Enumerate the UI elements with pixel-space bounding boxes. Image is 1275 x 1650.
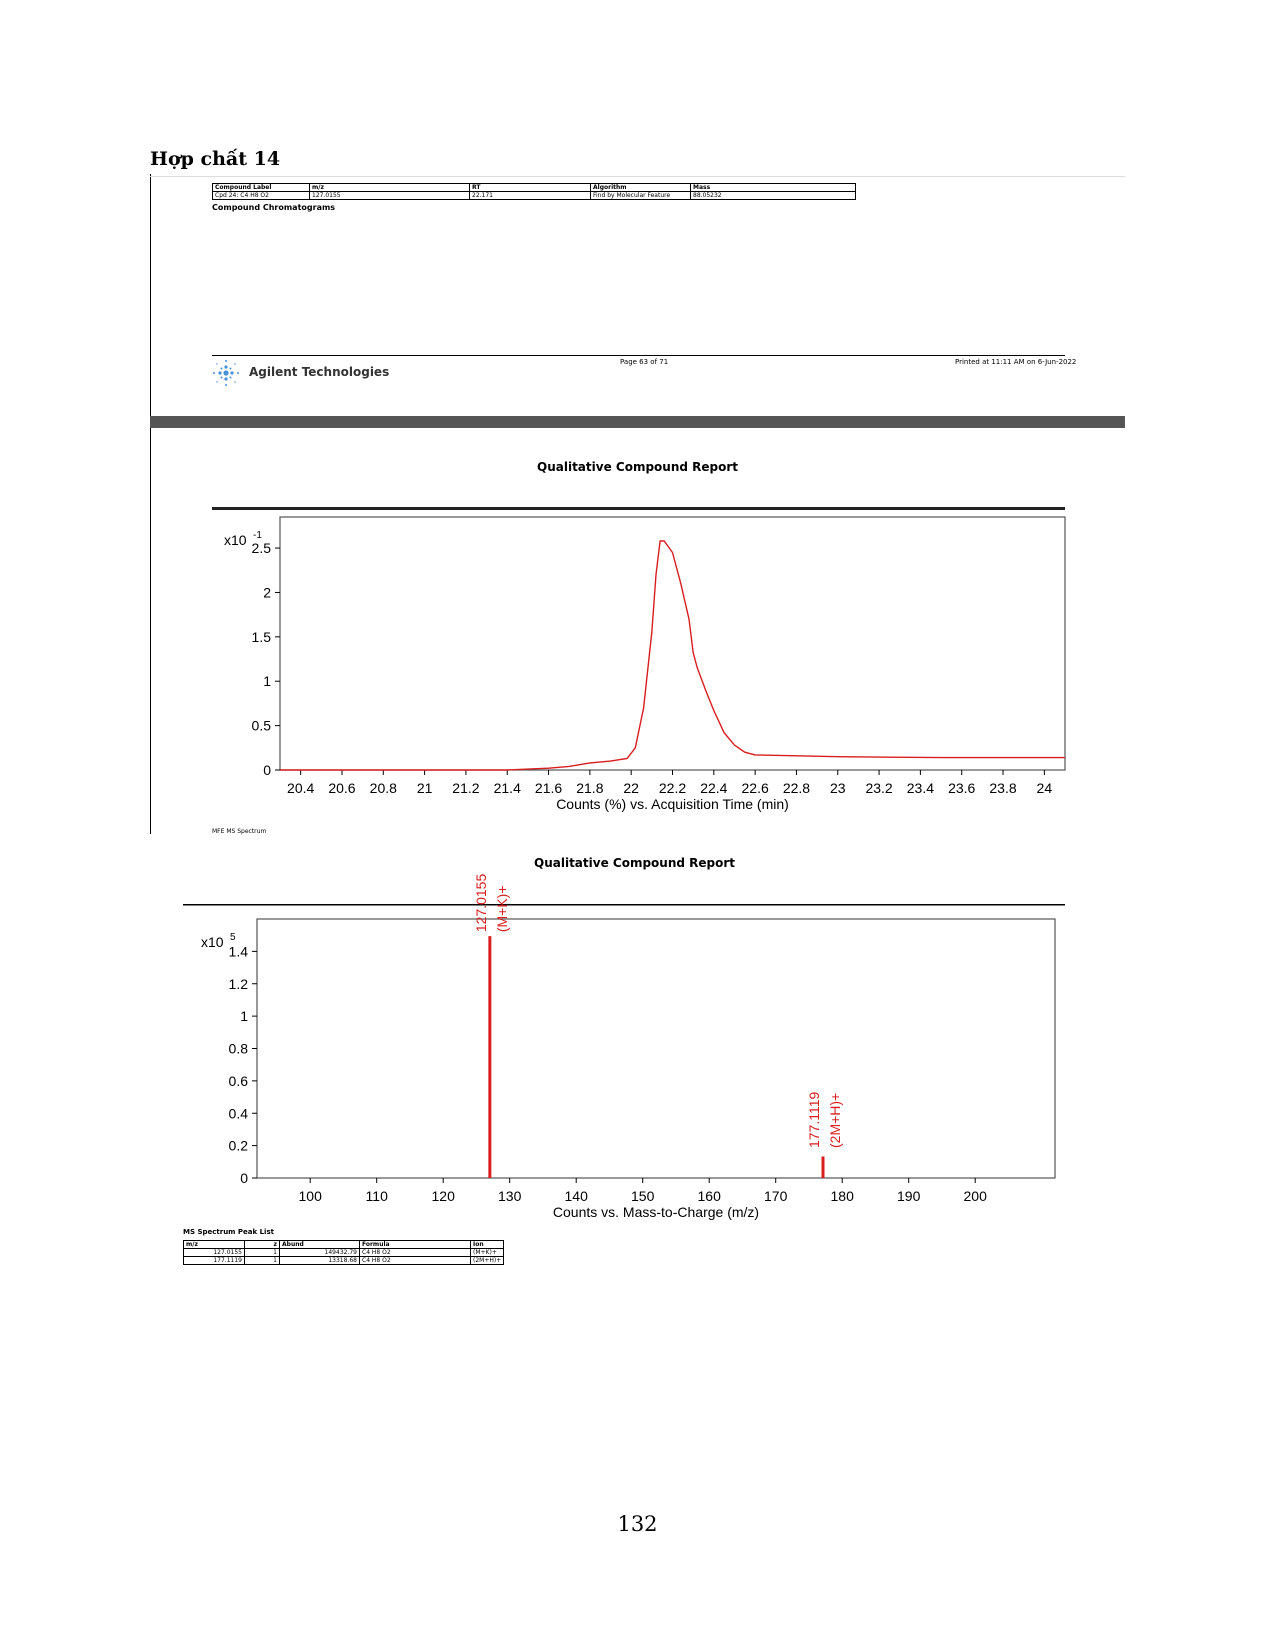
peak-header: Ion xyxy=(471,1241,504,1249)
chromatogram-x-tick-label: 22.2 xyxy=(658,780,687,796)
spectrum-y-tick-label: 0.4 xyxy=(228,1105,248,1122)
spectrum-y-tick-label: 0.6 xyxy=(228,1072,248,1089)
meta-cell: 22.171 xyxy=(470,192,591,200)
spectrum-section-label: MFE MS Spectrum xyxy=(212,828,267,835)
report-title-spectrum: Qualitative Compound Report xyxy=(534,856,735,870)
chromatogram-y-tick-label: 2.5 xyxy=(251,540,271,557)
chromatogram-x-tick-label: 20.6 xyxy=(328,780,356,796)
meta-cell: Find by Molecular Feature xyxy=(591,192,691,200)
peak-cell: C4 H8 O2 xyxy=(360,1257,471,1265)
meta-header: m/z xyxy=(310,184,470,192)
chromatogram-x-tick-label: 21.8 xyxy=(576,780,604,796)
spectrum-peak-ion-label: (M+K)+ xyxy=(493,885,510,933)
peak-header: Abund xyxy=(280,1241,360,1249)
spectrum-top-rule xyxy=(183,904,1065,906)
table-row xyxy=(184,1257,504,1265)
peak-list-title: MS Spectrum Peak List xyxy=(183,1228,274,1236)
printed-info: Printed at 11:11 AM on 6-Jun-2022 xyxy=(955,358,1077,366)
spectrum-x-tick-label: 170 xyxy=(764,1188,788,1204)
chromatogram-x-tick-label: 24 xyxy=(1036,780,1053,796)
chromatogram-x-tick-label: 23 xyxy=(829,780,846,796)
peak-cell: (M+K)+ xyxy=(471,1249,504,1257)
chromatogram-x-tick-label: 23.4 xyxy=(906,780,935,796)
chromatogram-x-tick-label: 23.2 xyxy=(865,780,893,796)
chromatogram-x-tick-label: 23.8 xyxy=(989,780,1017,796)
meta-cell: 88.05232 xyxy=(691,192,856,200)
page-heading: Hợp chất 14 xyxy=(150,148,281,170)
spectrum-plot-frame xyxy=(257,919,1055,1178)
page-number: 132 xyxy=(617,1512,658,1536)
chromatogram-chart xyxy=(224,517,1065,812)
page-info: Page 63 of 71 xyxy=(620,358,669,366)
chromatogram-x-tick-label: 21 xyxy=(416,780,433,796)
chromatogram-section-label: Compound Chromatograms xyxy=(212,203,336,212)
chromatogram-x-tick-label: 21.6 xyxy=(534,780,563,796)
spectrum-x-tick-label: 100 xyxy=(298,1188,322,1204)
peak-cell: 177.1119 xyxy=(184,1257,245,1265)
spectrum-x-tick-label: 190 xyxy=(897,1188,921,1204)
meta-header: RT xyxy=(470,184,591,192)
chromatogram-x-tick-label: 22 xyxy=(623,780,639,796)
spectrum-x-tick-label: 180 xyxy=(830,1188,854,1204)
mass-spectrum-chart xyxy=(201,874,1055,1220)
meta-header: Algorithm xyxy=(591,184,691,192)
peak-cell: 1 xyxy=(245,1257,280,1265)
peak-header: z xyxy=(245,1241,280,1249)
chromatogram-x-tick-label: 21.2 xyxy=(452,780,480,796)
spectrum-peak-ion-label: (2M+H)+ xyxy=(826,1092,843,1148)
chromatogram-y-multiplier: x10 xyxy=(224,532,247,548)
report-title-chromatogram: Qualitative Compound Report xyxy=(537,460,738,474)
chromatogram-x-tick-label: 20.8 xyxy=(369,780,397,796)
spectrum-y-tick-label: 0.8 xyxy=(228,1040,248,1057)
spectrum-y-exponent: 5 xyxy=(230,932,236,943)
chromatogram-trace xyxy=(280,541,1065,770)
chromatogram-y-tick-label: 1.5 xyxy=(251,628,271,645)
meta-header: Mass xyxy=(691,184,856,192)
brand-name: Agilent Technologies xyxy=(249,365,390,379)
peak-cell: (2M+H)+ xyxy=(471,1257,504,1265)
chromatogram-x-tick-label: 20.4 xyxy=(287,780,315,796)
peak-cell: 13318.68 xyxy=(280,1257,360,1265)
chromatogram-x-tick-label: 22.4 xyxy=(700,780,728,796)
meta-cell: Cpd 24: C4 H8 O2 xyxy=(213,192,310,200)
peak-header: m/z xyxy=(184,1241,245,1249)
spectrum-peak-mz-label: 177.1119 xyxy=(805,1091,822,1148)
peak-header: Formula xyxy=(360,1241,471,1249)
chromatogram-x-axis-label: Counts (%) vs. Acquisition Time (min) xyxy=(556,796,789,812)
spectrum-y-tick-label: 1 xyxy=(240,1008,248,1025)
peak-cell: 1 xyxy=(245,1249,280,1257)
spectrum-x-tick-label: 110 xyxy=(365,1188,388,1204)
spectrum-x-tick-label: 200 xyxy=(963,1188,987,1204)
spectrum-x-tick-label: 130 xyxy=(498,1188,522,1204)
chromatogram-x-tick-label: 21.4 xyxy=(493,780,521,796)
spectrum-x-tick-label: 150 xyxy=(631,1188,655,1204)
spectrum-x-tick-label: 120 xyxy=(431,1188,455,1204)
chromatogram-y-exponent: -1 xyxy=(253,530,262,541)
spectrum-y-multiplier: x10 xyxy=(201,934,224,950)
spectrum-y-tick-label: 1.4 xyxy=(228,943,248,960)
peak-cell: 149432.79 xyxy=(280,1249,360,1257)
peak-cell: 127.0155 xyxy=(184,1249,245,1257)
chromatogram-top-rule xyxy=(212,507,1065,510)
peak-list-table xyxy=(183,1240,504,1265)
chromatogram-y-tick-label: 0.5 xyxy=(251,717,271,734)
spectrum-y-tick-label: 0.2 xyxy=(228,1137,248,1154)
meta-cell: 127.0155 xyxy=(310,192,470,200)
chromatogram-x-tick-label: 23.6 xyxy=(948,780,976,796)
chromatogram-x-tick-label: 22.6 xyxy=(741,780,769,796)
spectrum-y-tick-label: 1.2 xyxy=(228,975,248,992)
spectrum-x-tick-label: 140 xyxy=(564,1188,588,1204)
chromatogram-y-tick-label: 1 xyxy=(263,673,271,690)
chromatogram-y-tick-label: 0 xyxy=(263,762,271,778)
spectrum-x-axis-label: Counts vs. Mass-to-Charge (m/z) xyxy=(552,1204,760,1220)
chromatogram-y-tick-label: 2 xyxy=(263,584,271,601)
chromatogram-x-tick-label: 22.8 xyxy=(782,780,811,796)
spectrum-y-tick-label: 0 xyxy=(240,1170,248,1186)
spectrum-x-tick-label: 160 xyxy=(697,1188,721,1204)
table-row xyxy=(184,1249,504,1257)
spectrum-peak-mz-label: 127.0155 xyxy=(472,873,489,933)
peak-cell: C4 H8 O2 xyxy=(360,1249,471,1257)
meta-header: Compound Label xyxy=(213,184,310,192)
